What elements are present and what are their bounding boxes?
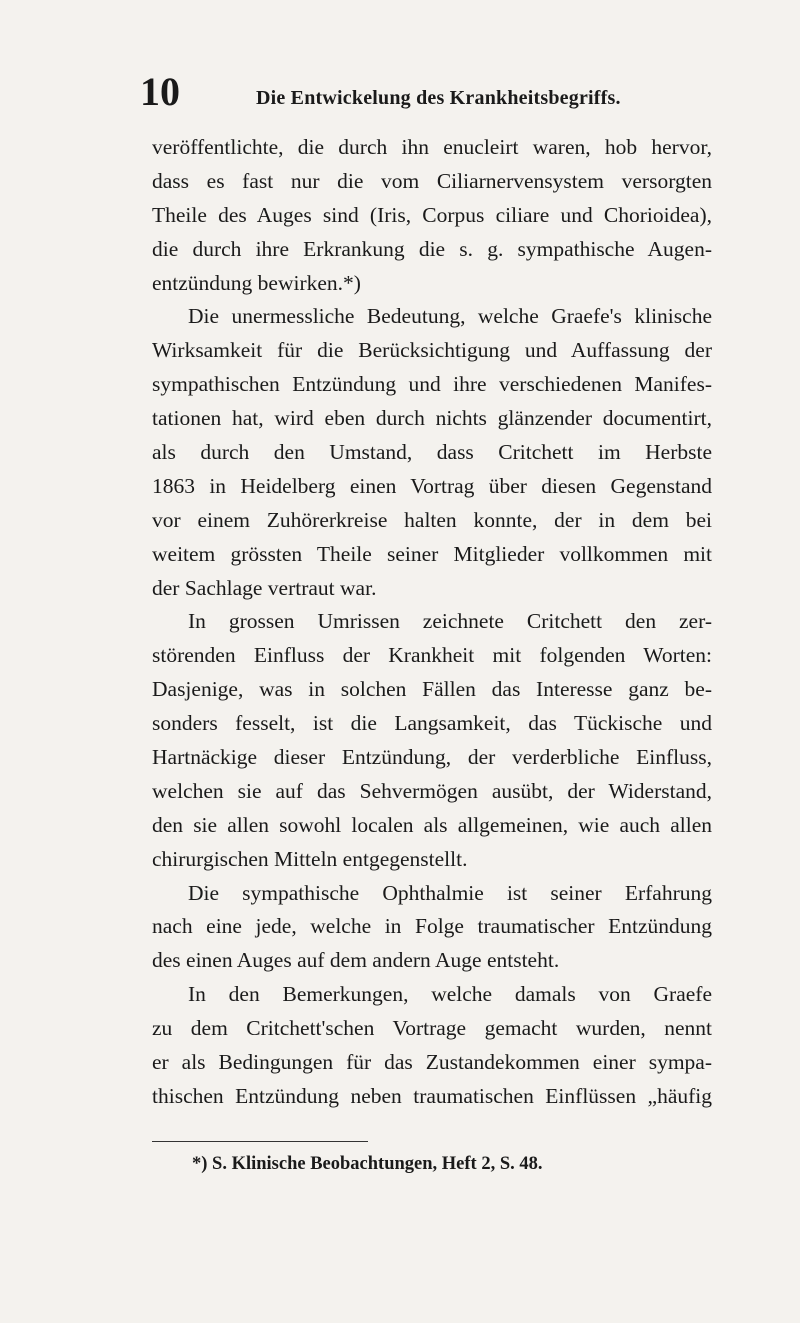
text-line: welchen sie auf das Sehvermögen ausübt, der Widerstand, xyxy=(152,778,712,803)
text-line: nach eine jede, welche in Folge traumatischer Entzündung xyxy=(152,914,712,939)
text-line: sympathischen Entzündung und ihre verschiedenen Manifes- xyxy=(152,372,712,397)
footnote: *) S. Klinische Beobachtungen, Heft 2, S. 48. xyxy=(192,1154,543,1174)
text-line: 1863 in Heidelberg einen Vortrag über diesen Gegenstand xyxy=(152,473,712,498)
footnote-divider xyxy=(152,1141,368,1142)
text-line: Dasjenige, was in solchen Fällen das Interesse ganz be- xyxy=(152,677,712,702)
text-line: die durch ihre Erkrankung die s. g. sympathische Augen- xyxy=(152,236,712,261)
text-line: sonders fesselt, ist die Langsamkeit, das Tückische und xyxy=(152,711,712,736)
text-line: Wirksamkeit für die Berücksichtigung und Auffassung der xyxy=(152,338,712,363)
text-line: störenden Einfluss der Krankheit mit folgenden Worten: xyxy=(152,643,712,668)
text-line: In den Bemerkungen, welche damals von Graefe xyxy=(188,982,712,1007)
text-line: Die sympathische Ophthalmie ist seiner Erfahrung xyxy=(188,880,712,905)
text-line: der Sachlage vertraut war. xyxy=(152,575,377,600)
text-line: Hartnäckige dieser Entzündung, der verderbliche Einfluss, xyxy=(152,745,712,770)
text-line: tationen hat, wird eben durch nichts glänzender documentirt, xyxy=(152,406,712,431)
text-line: er als Bedingungen für das Zustandekommen einer sympa- xyxy=(152,1050,712,1075)
text-line: des einen Auges auf dem andern Auge entsteht. xyxy=(152,948,560,973)
page-number: 10 xyxy=(140,69,180,114)
text-line: entzündung bewirken.*) xyxy=(152,270,361,295)
text-line: thischen Entzündung neben traumatischen Einflüssen „häufig xyxy=(152,1083,712,1108)
text-line: In grossen Umrissen zeichnete Critchett den zer- xyxy=(188,609,712,634)
text-line: Theile des Auges sind (Iris, Corpus ciliare und Chorioidea), xyxy=(152,202,712,227)
running-title: Die Entwickelung des Krankheitsbegriffs. xyxy=(256,87,621,109)
text-line: als durch den Umstand, dass Critchett im Herbste xyxy=(152,440,712,465)
text-line: weitem grössten Theile seiner Mitglieder vollkommen mit xyxy=(152,541,712,566)
body-text xyxy=(152,131,712,1114)
text-line: vor einem Zuhörerkreise halten konnte, der in dem bei xyxy=(152,507,712,532)
text-line: den sie allen sowohl localen als allgemeinen, wie auch allen xyxy=(152,812,712,837)
page-header xyxy=(140,69,700,122)
text-line: zu dem Critchett'schen Vortrage gemacht wurden, nennt xyxy=(152,1016,712,1041)
text-line: dass es fast nur die vom Ciliarnervensystem versorgten xyxy=(152,168,712,193)
text-line: chirurgischen Mitteln entgegenstellt. xyxy=(152,846,468,871)
text-line: veröffentlichte, die durch ihn enucleirt waren, hob hervor, xyxy=(152,135,712,159)
text-line: Die unermessliche Bedeutung, welche Graefe's klinische xyxy=(188,304,712,329)
